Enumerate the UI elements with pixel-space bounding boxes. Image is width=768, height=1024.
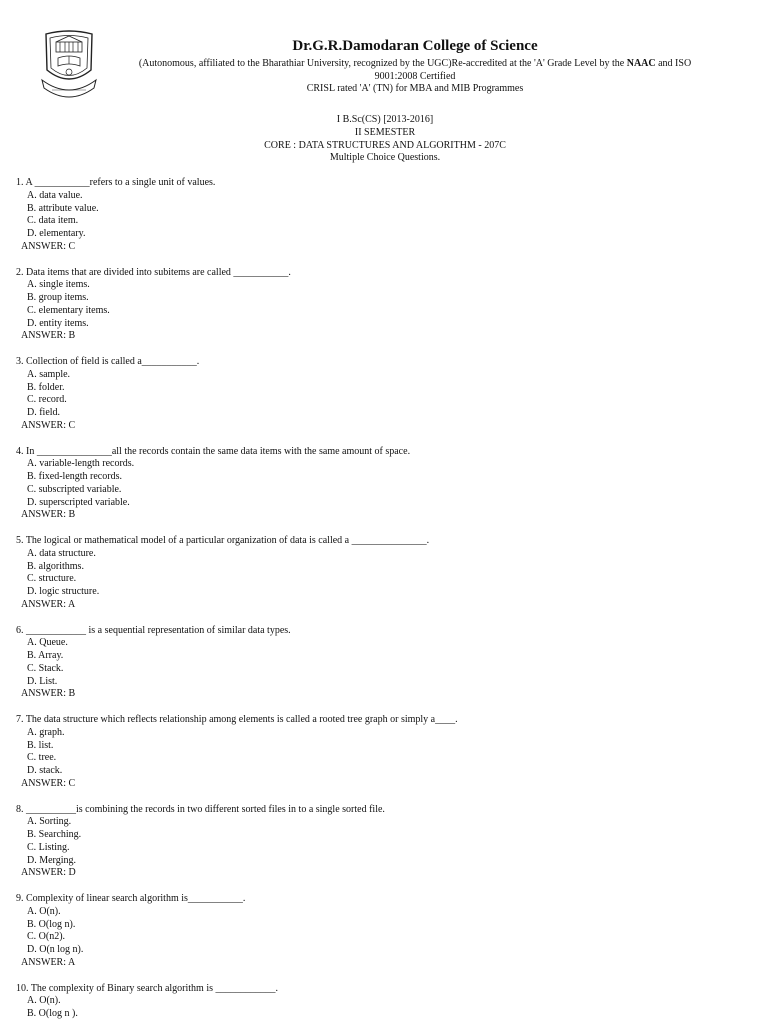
question-type-line: Multiple Choice Questions. (329, 152, 441, 164)
answer-option: B. O(log n ). (27, 1008, 78, 1020)
answer-option: A. sample. (27, 368, 71, 380)
question-stem: 8. __________is combining the records in two different sorted files in to a single sorted file. (16, 803, 385, 815)
affiliation-text: (Autonomous, affiliated to the Bharathiar University, recognized by the UGC)Re-accredited at the 'A' Grade Level by the (138, 58, 627, 69)
affiliation-suffix: and ISO (655, 58, 692, 69)
question-item (16, 446, 756, 536)
answer-option: C. subscripted variable. (27, 483, 122, 495)
answer-option: D. logic structure. (27, 586, 100, 598)
question-stem: 5. The logical or mathematical model of a particular organization of data is called a _______________. (16, 535, 430, 546)
question-stem: 3. Collection of field is called a___________. (16, 356, 200, 367)
answer-option: B. attribute value. (27, 202, 99, 214)
answer-key: ANSWER: A (21, 598, 76, 610)
question-stem: 4. In _______________all the records contain the same data items with the same amount of space. (16, 445, 411, 457)
answer-option: D. List. (27, 675, 58, 687)
answer-option: B. group items. (27, 292, 89, 304)
answer-option: D. stack. (27, 765, 63, 777)
answer-option: A. Sorting. (27, 816, 72, 828)
answer-key: ANSWER: B (21, 330, 76, 342)
answer-option: C. record. (27, 394, 67, 406)
answer-option: C. tree. (27, 752, 57, 764)
question-stem: 6. ____________ is a sequential representation of similar data types. (16, 624, 291, 636)
answer-option: B. list. (27, 739, 54, 751)
answer-option: A. single items. (27, 279, 90, 291)
question-stem: 10. The complexity of Binary search algorithm is ____________. (16, 982, 278, 994)
answer-option: D. Merging. (27, 854, 76, 866)
question-item (16, 714, 756, 804)
question-item (16, 804, 756, 894)
certification-line: 9001:2008 Certified (374, 70, 456, 82)
answer-option: C. elementary items. (27, 304, 110, 316)
question-stem: 1. A ___________refers to a single unit of values. (16, 177, 216, 188)
question-item (16, 267, 756, 357)
answer-key: ANSWER: B (21, 688, 76, 700)
answer-option: A. O(n). (27, 995, 61, 1007)
question-item (16, 177, 756, 267)
answer-option: D. superscripted variable. (27, 496, 130, 508)
answer-option: B. algorithms. (27, 560, 84, 572)
question-item (16, 893, 756, 983)
answer-option: B. fixed-length records. (27, 471, 122, 483)
answer-option: B. Array. (27, 650, 64, 662)
answer-option: C. structure. (27, 573, 77, 585)
answer-option: C. O(n2). (27, 931, 66, 943)
college-emblem-icon (38, 28, 100, 102)
answer-key: ANSWER: C (21, 777, 76, 789)
answer-key: ANSWER: D (21, 867, 76, 879)
answer-option: B. O(log n). (27, 918, 76, 930)
answer-option: A. data structure. (27, 547, 96, 559)
answer-key: ANSWER: C (21, 419, 76, 431)
question-item (16, 625, 756, 715)
affiliation-line (105, 58, 725, 71)
program-line: I B.Sc(CS) [2013-2016] (336, 114, 434, 125)
answer-option: C. Stack. (27, 662, 64, 674)
answer-key: ANSWER: C (21, 240, 76, 252)
answer-option: A. variable-length records. (27, 458, 135, 470)
answer-option: D. entity items. (27, 317, 89, 329)
answer-option: A. O(n). (27, 905, 61, 917)
answer-key: ANSWER: B (21, 509, 76, 521)
answer-option: D. elementary. (27, 228, 86, 240)
naac-text: NAAC (626, 58, 656, 69)
answer-option: A. data value. (27, 189, 83, 201)
question-item (16, 983, 756, 1024)
answer-key: ANSWER: A (21, 956, 76, 968)
question-item (16, 356, 756, 446)
question-stem: 2. Data items that are divided into subitems are called ___________. (16, 266, 291, 278)
answer-option: A. graph. (27, 726, 65, 738)
college-header (105, 38, 725, 96)
core-subject-line: CORE : DATA STRUCTURES AND ALGORITHM - 207C (264, 139, 506, 151)
answer-option: B. folder. (27, 381, 65, 393)
course-info (80, 114, 690, 165)
question-stem: 7. The data structure which reflects relationship among elements is called a rooted tree graph or simply a____. (16, 714, 458, 725)
college-name: Dr.G.R.Damodaran College of Science (292, 38, 538, 54)
answer-option: D. field. (27, 407, 61, 419)
semester-line: II SEMESTER (354, 126, 416, 138)
answer-option: C. data item. (27, 215, 79, 227)
answer-option: D. O(n log n). (27, 944, 84, 956)
answer-option: A. Queue. (27, 637, 68, 649)
question-stem: 9. Complexity of linear search algorithm is___________. (16, 893, 246, 904)
answer-option: B. Searching. (27, 829, 82, 841)
question-item (16, 535, 756, 625)
crisl-line: CRISL rated 'A' (TN) for MBA and MIB Programmes (306, 83, 524, 94)
answer-option: C. Listing. (27, 841, 70, 853)
question-list (16, 177, 756, 1024)
